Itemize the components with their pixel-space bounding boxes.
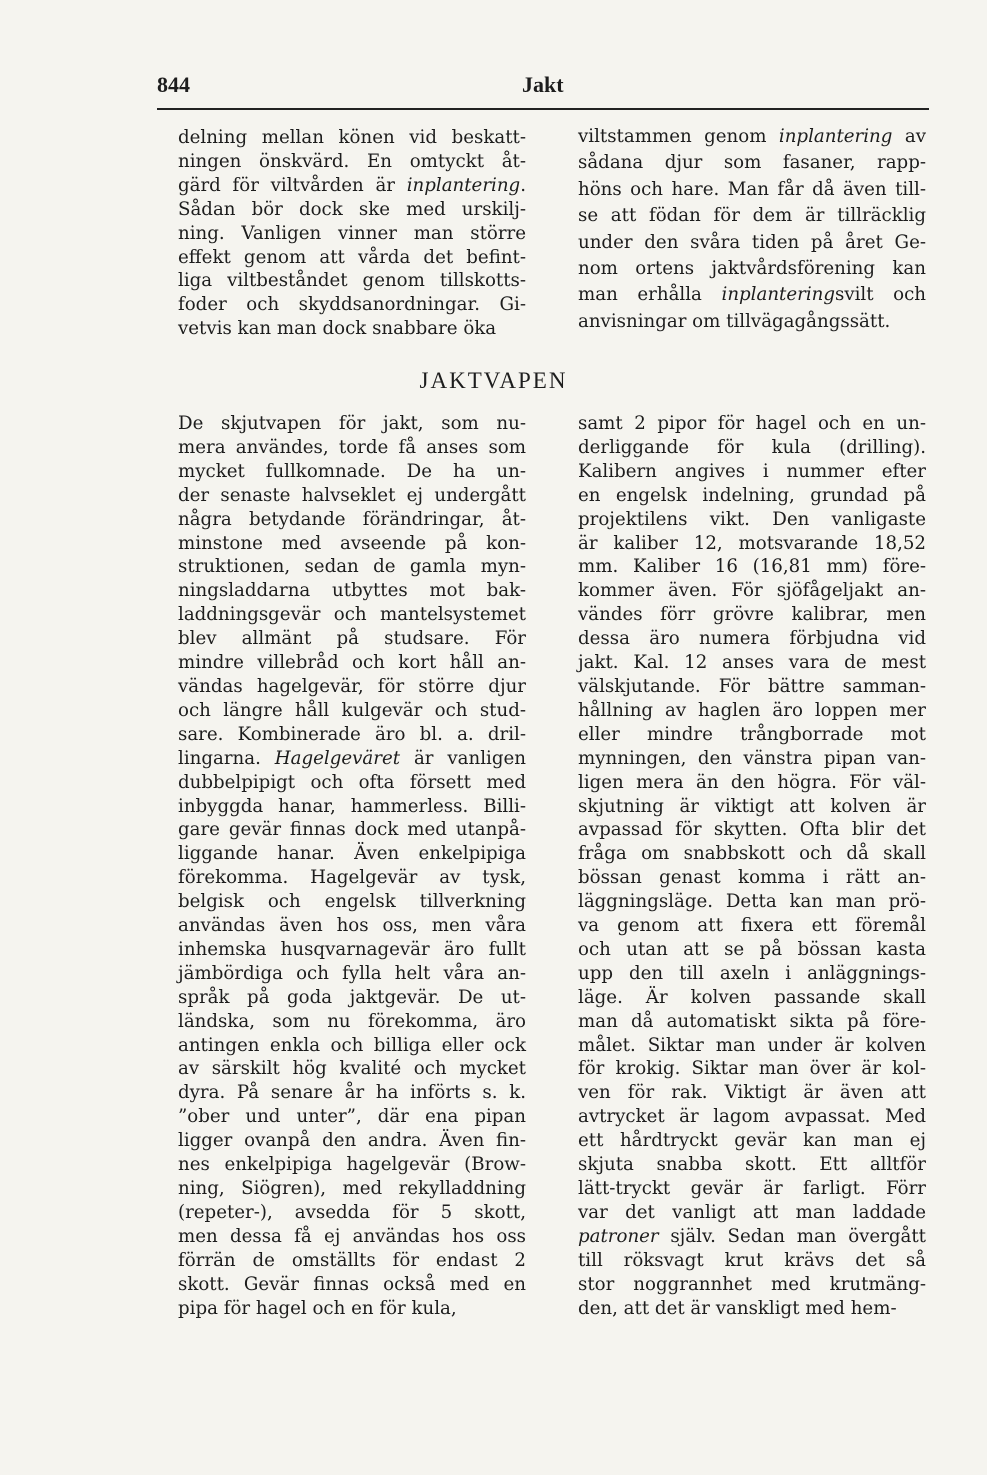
text-line: förrän de omställts för endast 2 [178,1249,526,1271]
text-line: förekomma. Hagelgevär av tysk, [178,867,526,889]
text-line: ligen mera än den högra. För väl- [578,771,926,793]
text-line: liggande hanar. Även enkelpipiga [178,843,526,865]
text-line: läggningsläge. Detta kan man prö- [578,891,926,913]
text-line: va genom att fixera ett föremål [578,915,926,937]
text-line: viltstammen genom inplantering av [578,126,926,147]
text-line: Kalibern angives i nummer efter [578,460,926,482]
text-line: dessa äro numera förbjudna vid [578,628,926,650]
text-line: minstone med avseende på kon- [178,532,526,554]
text-line: inbyggda hanar, hammerless. Billi- [178,795,526,817]
text-line: fråga om snabbskott och då skall [578,843,926,865]
text-line: sare. Kombinerade äro bl. a. dril- [178,723,526,745]
text-line: delning mellan könen vid beskatt- [178,127,526,148]
text-line: stor noggrannhet med krutmäng- [578,1273,926,1295]
header-rule [157,108,929,110]
text-line: eller mindre trångborrade mot [578,723,926,745]
text-line: ”ober und unter”, där ena pipan [178,1106,526,1128]
text-line: skjuta snabba skott. Ett alltför [578,1154,926,1176]
text-line: anvisningar om tillvägagångssätt. [578,310,891,332]
text-line: gare gevär finnas dock med utanpå- [178,819,526,841]
text-line: belgisk och engelsk tillverkning [178,891,526,913]
text-line: skjutning är viktigt att kolven är [578,795,926,817]
text-line: mynningen, den vänstra pipan van- [578,747,926,769]
text-line: foder och skyddsanordningar. Gi- [178,294,526,316]
text-line: jakt. Kal. 12 anses vara de mest [578,652,926,674]
text-line: jämbördiga och fylla helt våra an- [178,962,526,984]
page-number: 844 [157,72,190,97]
text-line: pipa för hagel och en för kula, [178,1297,457,1319]
text-line: ningsladdarna utbyttes mot bak- [178,580,526,602]
text-line: men dessa få ej användas hos oss [178,1225,526,1247]
text-line: antingen enkla och billiga eller ock [178,1034,526,1056]
top-right-column [578,124,926,335]
text-line: dubbelpipigt och ofta försett med [178,771,526,793]
text-line: till röksvagt krut krävs det så [578,1249,926,1271]
text-line: den, att det är vanskligt med hem- [578,1297,897,1319]
text-line: ven för rak. Viktigt är även att [578,1082,926,1104]
text-line: under den svåra tiden på året Ge- [578,231,926,253]
text-line: mm. Kaliber 16 (16,81 mm) före- [578,556,926,578]
text-line: målet. Siktar man under är kolven [578,1034,926,1056]
text-line: välskjutande. För bättre samman- [578,675,926,697]
text-line: mycket fullkomnade. De ha un- [178,460,526,482]
text-line: är kaliber 12, motsvarande 18,52 [578,532,926,554]
text-line: nes enkelpipiga hagelgevär (Brow- [178,1154,526,1176]
text-line: språk på goda jaktgevär. De ut- [178,986,526,1008]
text-line: ningen önskvärd. En omtyckt åt- [178,150,526,172]
text-line: man erhålla inplanteringsvilt och [578,284,926,306]
text-line: användas även hos oss, men våra [178,915,526,937]
text-line: avtrycket är lagom avpassat. Med [578,1106,926,1128]
bottom-left-column [178,412,526,1320]
text-line: och utan att se på bössan kasta [578,938,926,960]
section-title: JAKTVAPEN [419,368,568,393]
text-line: avpassad för skytten. Ofta blir det [578,819,926,841]
text-line: blev allmänt på studsare. För [178,628,526,650]
text-line: en engelsk indelning, grundad på [578,484,926,506]
text-line: man då automatiskt sikta på före- [578,1010,926,1032]
text-line: ett hårdtryckt gevär kan man ej [578,1130,926,1152]
text-line: hållning av haglen äro loppen mer [578,699,926,721]
top-left-column [178,126,526,341]
page-header [157,72,929,102]
text-line: höns och hare. Man får då även till- [578,178,926,200]
text-line: vetvis kan man dock snabbare öka [178,318,497,340]
text-line: vändes förr grövre kalibrar, men [578,604,926,626]
text-line: sådana djur som fasaner, rapp- [578,152,926,174]
text-line: ligger ovanpå den andra. Även fin- [178,1130,526,1152]
text-line: derliggande för kula (drilling). [578,436,926,458]
text-line: kommer även. För sjöfågeljakt an- [578,580,926,602]
text-line: patroner själv. Sedan man övergått [578,1225,926,1247]
text-line: av särskilt hög kvalité och mycket [178,1058,526,1080]
bottom-right-column [578,412,926,1320]
text-line: vändas hagelgevär, för större djur [178,675,526,697]
text-line: se att födan för dem är tillräcklig [578,205,926,227]
text-line: upp den till axeln i anläggnings- [578,962,926,984]
text-line: der senaste halvseklet ej undergått [178,484,526,506]
text-line: för krokig. Siktar man över är kol- [578,1058,926,1080]
text-line: var det vanligt att man laddade [578,1201,926,1223]
running-head: Jakt [522,72,564,97]
text-line: mera användes, torde få anses som [178,436,526,458]
text-line: samt 2 pipor för hagel och en un- [578,413,926,434]
text-line: läge. Är kolven passande skall [578,986,926,1008]
text-line: liga viltbeståndet genom tillskotts- [178,270,526,292]
text-line: laddningsgevär och mantelsystemet [178,604,526,626]
text-line: lingarna. Hagelgeväret är vanligen [178,747,526,769]
text-line: De skjutvapen för jakt, som nu- [178,413,526,434]
text-line: ländska, som nu förekomma, äro [178,1010,526,1032]
text-line: mindre villebråd och kort håll an- [178,652,526,674]
text-line: nom ortens jaktvårdsförening kan [578,258,926,280]
text-line: ning. Vanligen vinner man större [178,222,526,244]
text-line: några betydande förändringar, åt- [178,508,526,530]
text-line: struktionen, sedan de gamla myn- [178,556,526,578]
text-line: dyra. På senare år ha införts s. k. [178,1082,526,1104]
text-line: och längre håll kulgevär och stud- [178,699,526,721]
text-line: skott. Gevär finnas också med en [178,1273,526,1295]
text-line: bössan genast komma i rätt an- [578,867,926,889]
text-line: ning, Siögren), med rekylladdning [178,1178,526,1199]
text-line: gärd för viltvården är inplantering. [178,174,526,196]
text-line: (repeter-), avsedda för 5 skott, [178,1201,526,1223]
text-line: projektilens vikt. Den vanligaste [578,508,926,530]
text-line: effekt genom att vårda det befint- [178,246,526,268]
text-line: Sådan bör dock ske med urskilj- [178,198,526,220]
text-line: lätt-tryckt gevär är farligt. Förr [578,1178,926,1199]
text-line: inhemska husqvarnagevär äro fullt [178,938,526,960]
